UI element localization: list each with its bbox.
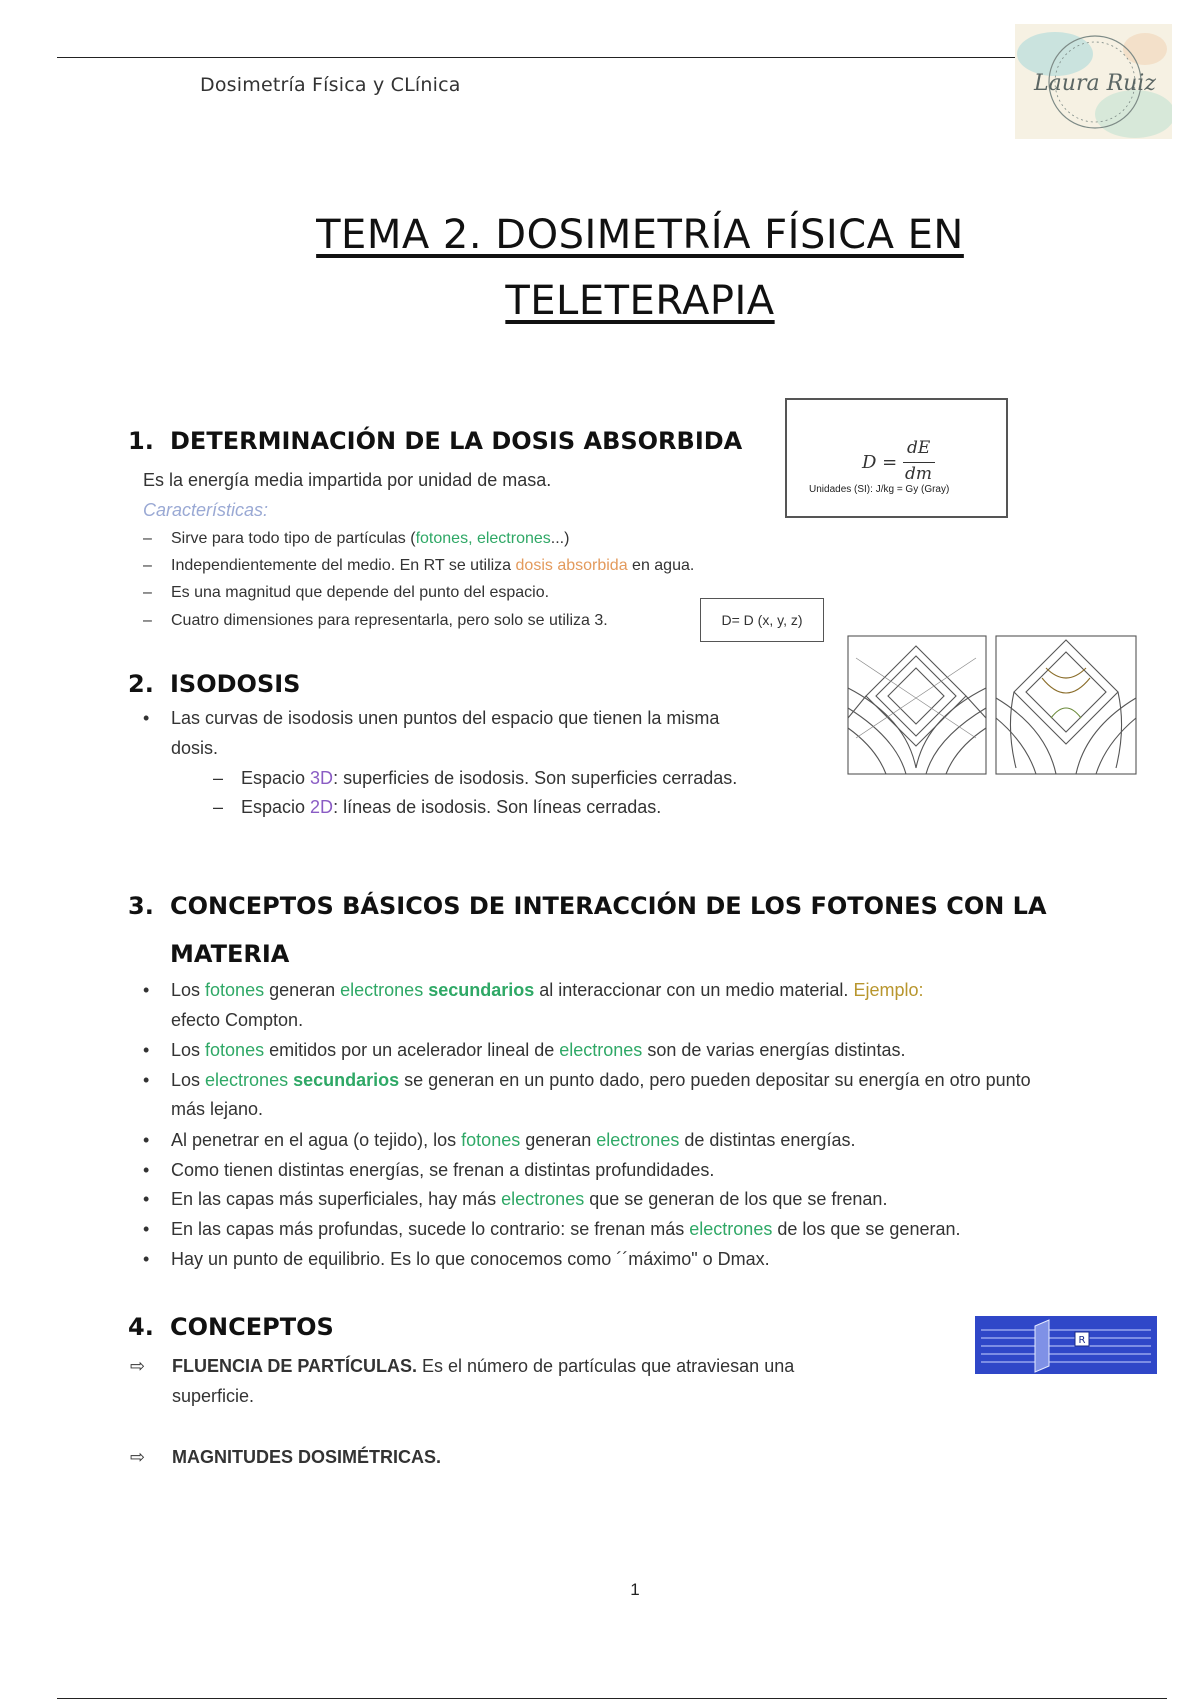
- page-title-line1: TEMA 2. DOSIMETRÍA FÍSICA EN: [316, 212, 964, 258]
- coordinates-box-text: D= D (x, y, z): [721, 612, 803, 628]
- formula-numerator: dE: [907, 438, 931, 458]
- section2-number: 2.: [128, 670, 154, 698]
- section3-bullet4: • Al penetrar en el agua (o tejido), los fotones generan electrones de distintas energías.: [143, 1130, 856, 1150]
- right-arrow-icon: ⇨: [130, 1356, 146, 1376]
- header-rule: [57, 57, 1017, 58]
- right-arrow-icon: ⇨: [130, 1447, 146, 1467]
- section2-bullet: • Las curvas de isodosis unen puntos del espacio que tienen la misma: [143, 708, 720, 728]
- section1-item1: – Sirve para todo tipo de partículas (fotones, electrones...): [143, 530, 570, 547]
- section2-sub1: – Espacio 3D: superficies de isodosis. Son superficies cerradas.: [213, 768, 738, 788]
- page-title-line2: TELETERAPIA: [505, 278, 775, 324]
- dash-icon: –: [143, 530, 152, 547]
- page-number: 1: [630, 1580, 640, 1599]
- section1-item2: – Independientemente del medio. En RT se utiliza dosis absorbida en agua.: [143, 557, 695, 574]
- section4-heading: [128, 1313, 334, 1341]
- section3-bullet1: • Los fotones generan electrones secundarios al interaccionar con un medio material. Ejemplo:: [143, 980, 924, 1000]
- section4-item2: ⇨ MAGNITUDES DOSIMÉTRICAS.: [130, 1447, 442, 1467]
- dash-icon: –: [213, 768, 224, 788]
- footer-rule: [57, 1698, 1167, 1699]
- section3-number: 3.: [128, 892, 154, 920]
- dash-icon: –: [143, 584, 152, 601]
- bullet-icon: •: [143, 1130, 150, 1150]
- section2-title: ISODOSIS: [170, 670, 301, 698]
- section4-number: 4.: [128, 1313, 154, 1341]
- section3-bullet5: • Como tienen distintas energías, se frenan a distintas profundidades.: [143, 1160, 715, 1180]
- dose-formula-box: [785, 398, 1008, 518]
- section2-bullet-line2: dosis.: [171, 738, 219, 758]
- section3-bullet8: • Hay un punto de equilibrio. Es lo que conocemos como ´´máximo" o Dmax.: [143, 1249, 770, 1269]
- bullet-icon: •: [143, 1070, 150, 1090]
- dash-icon: –: [143, 557, 152, 574]
- bullet-icon: •: [143, 1249, 150, 1269]
- bullet-icon: •: [143, 1040, 150, 1060]
- section1-title: DETERMINACIÓN DE LA DOSIS ABSORBIDA: [170, 427, 743, 455]
- formula-units: Unidades (SI): J/kg = Gy (Gray): [809, 484, 950, 495]
- fluence-label: R: [1078, 1335, 1086, 1346]
- section4-title: CONCEPTOS: [170, 1313, 334, 1341]
- section3-bullet7: • En las capas más profundas, sucede lo contrario: se frenan más electrones de los que se generan.: [143, 1219, 961, 1239]
- formula-fraction-bar: [903, 462, 935, 463]
- section3-heading: [128, 892, 1047, 920]
- section4-item1-line2: superficie.: [172, 1386, 255, 1406]
- dash-icon: –: [143, 612, 152, 629]
- section3-bullet1-line2: efecto Compton.: [171, 1010, 304, 1030]
- section3-bullet2: • Los fotones emitidos por un acelerador lineal de electrones son de varias energías distintas.: [143, 1040, 906, 1060]
- bullet-icon: •: [143, 1189, 150, 1209]
- logo-signature: Laura Ruiz: [1034, 71, 1156, 96]
- formula-denominator: dm: [905, 464, 933, 484]
- section1-subheading: Características:: [143, 500, 269, 520]
- bullet-icon: •: [143, 980, 150, 1000]
- bullet-icon: •: [143, 1160, 150, 1180]
- isodose-curves-figure: [846, 628, 1138, 776]
- bullet-icon: •: [143, 708, 150, 728]
- section3-bullet6: • En las capas más superficiales, hay más electrones que se generan de los que se frenan.: [143, 1189, 888, 1209]
- section1-item4: – Cuatro dimensiones para representarla, pero solo se utiliza 3.: [143, 612, 608, 629]
- dash-icon: –: [213, 797, 224, 817]
- section3-title-line1: CONCEPTOS BÁSICOS DE INTERACCIÓN DE LOS FOTONES CON LA: [170, 892, 1047, 920]
- section2-heading: [128, 670, 300, 698]
- author-logo: [1015, 24, 1172, 139]
- bullet-icon: •: [143, 1219, 150, 1239]
- fluence-figure: [975, 1316, 1157, 1374]
- section4-item1: ⇨ FLUENCIA DE PARTÍCULAS. Es el número de partículas que atraviesan una: [130, 1356, 795, 1376]
- section3-title-line2: MATERIA: [170, 940, 290, 968]
- header-text: Dosimetría Física y CLínica: [200, 74, 461, 96]
- section2-sub2: – Espacio 2D: líneas de isodosis. Son líneas cerradas.: [213, 797, 662, 817]
- section1-item3: – Es una magnitud que depende del punto del espacio.: [143, 584, 550, 601]
- section3-bullet3: • Los electrones secundarios se generan en un punto dado, pero pueden depositar su energía en otro punto: [143, 1070, 1031, 1090]
- section1-definition: Es la energía media impartida por unidad de masa.: [143, 470, 552, 490]
- coordinates-box: [700, 598, 824, 642]
- section1-heading: [128, 427, 742, 455]
- formula-lhs: D =: [862, 452, 898, 473]
- section1-number: 1.: [128, 427, 154, 455]
- section3-bullet3-line2: más lejano.: [171, 1099, 264, 1119]
